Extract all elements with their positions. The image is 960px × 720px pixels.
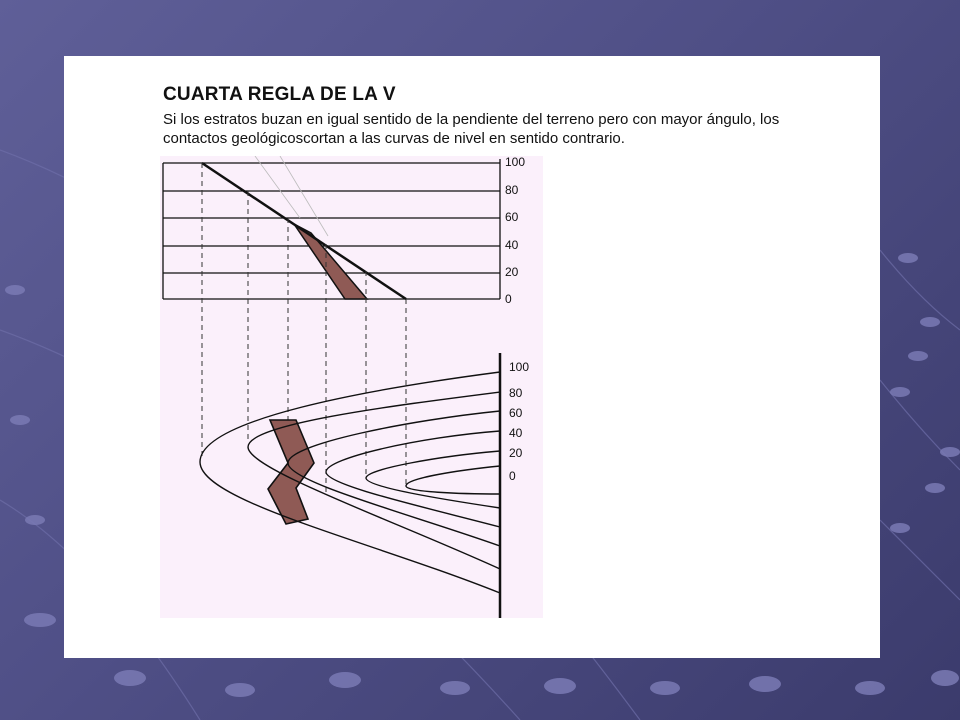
slide-panel xyxy=(64,56,880,658)
contour-label: 20 xyxy=(509,446,523,460)
diagram-background xyxy=(160,156,543,618)
elevation-label: 20 xyxy=(505,265,519,279)
elevation-label: 80 xyxy=(505,183,519,197)
v-rule-diagram xyxy=(160,156,545,626)
elevation-label: 60 xyxy=(505,210,519,224)
contour-label: 60 xyxy=(509,406,523,420)
contour-label: 80 xyxy=(509,386,523,400)
elevation-label: 100 xyxy=(505,156,526,169)
contour-label: 100 xyxy=(509,360,530,374)
contour-label: 40 xyxy=(509,426,523,440)
elevation-label: 40 xyxy=(505,238,519,252)
slide-subtitle: Si los estratos buzan en igual sentido de la pendiente del terreno pero con mayor ángulo, los contactos geológicoscortan a las curvas de nivel en sentido contrario. xyxy=(163,111,780,147)
contour-label: 0 xyxy=(509,469,516,483)
elevation-label: 0 xyxy=(505,292,512,306)
slide-title: CUARTA REGLA DE LA V xyxy=(163,84,396,105)
